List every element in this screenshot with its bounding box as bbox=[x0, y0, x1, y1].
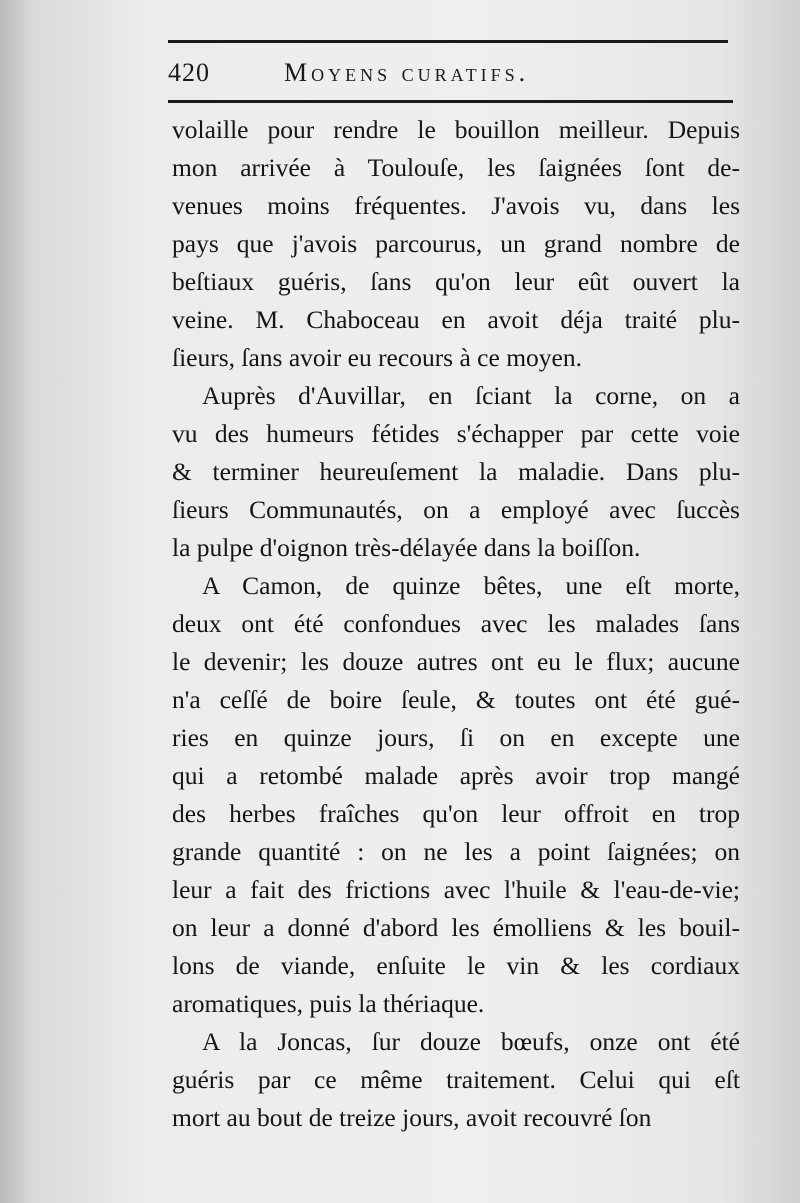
text-line: mort au bout de treize jours, avoit recouvré ſon bbox=[172, 1103, 652, 1132]
text-line: des herbes fraîches qu'on leur offroit en trop bbox=[172, 799, 740, 828]
text-line: guéris par ce même traitement. Celui qui eſt bbox=[172, 1065, 740, 1094]
text-line: la pulpe d'oignon très-délayée dans la boiſſon. bbox=[172, 533, 641, 562]
paragraph bbox=[172, 377, 740, 567]
text-line: vu des humeurs fétides s'échapper par cette voie bbox=[172, 419, 740, 448]
text-line: ries en quinze jours, ſi on en excepte une bbox=[172, 723, 740, 752]
text-line: A Camon, de quinze bêtes, une eſt morte, bbox=[202, 571, 740, 600]
body-text bbox=[172, 111, 740, 1137]
text-line: ſieurs Communautés, on a employé avec ſuccès bbox=[172, 495, 740, 524]
header-rule-bottom bbox=[168, 100, 733, 103]
running-title: Moyens curatifs. bbox=[284, 58, 530, 87]
paragraph bbox=[172, 1023, 740, 1137]
text-line: veine. M. Chaboceau en avoit déja traité plu- bbox=[172, 305, 740, 334]
text-line: deux ont été confondues avec les malades ſans bbox=[172, 609, 740, 638]
text-line: le devenir; les douze autres ont eu le flux; aucune bbox=[172, 647, 740, 676]
text-line: ſieurs, ſans avoir eu recours à ce moyen. bbox=[172, 343, 582, 372]
text-line: venues moins fréquentes. J'avois vu, dans les bbox=[172, 191, 740, 220]
text-line: qui a retombé malade après avoir trop mangé bbox=[172, 761, 740, 790]
text-line: Auprès d'Auvillar, en ſciant la corne, on a bbox=[202, 381, 740, 410]
text-line: beſtiaux guéris, ſans qu'on leur eût ouvert la bbox=[172, 267, 740, 296]
text-line: aromatiques, puis la thériaque. bbox=[172, 989, 485, 1018]
paragraph bbox=[172, 111, 740, 377]
text-line: A la Joncas, ſur douze bœufs, onze ont été bbox=[202, 1027, 740, 1056]
text-line: lons de viande, enſuite le vin & les cordiaux bbox=[172, 951, 740, 980]
text-line: & terminer heureuſement la maladie. Dans plu- bbox=[172, 457, 740, 486]
paragraph bbox=[172, 567, 740, 1023]
text-line: mon arrivée à Toulouſe, les ſaignées ſont de- bbox=[172, 153, 740, 182]
text-line: volaille pour rendre le bouillon meilleur. Depuis bbox=[172, 115, 740, 144]
header-rule-top bbox=[168, 40, 728, 43]
text-line: pays que j'avois parcourus, un grand nombre de bbox=[172, 229, 740, 258]
page-number: 420 bbox=[168, 58, 210, 87]
text-line: grande quantité : on ne les a point ſaignées; on bbox=[172, 837, 740, 866]
text-line: n'a ceſſé de boire ſeule, & toutes ont été gué- bbox=[172, 685, 740, 714]
text-line: leur a fait des frictions avec l'huile & l'eau-de-vie; bbox=[172, 875, 740, 904]
running-header bbox=[168, 58, 728, 92]
text-line: on leur a donné d'abord les émolliens & les bouil- bbox=[172, 913, 740, 942]
